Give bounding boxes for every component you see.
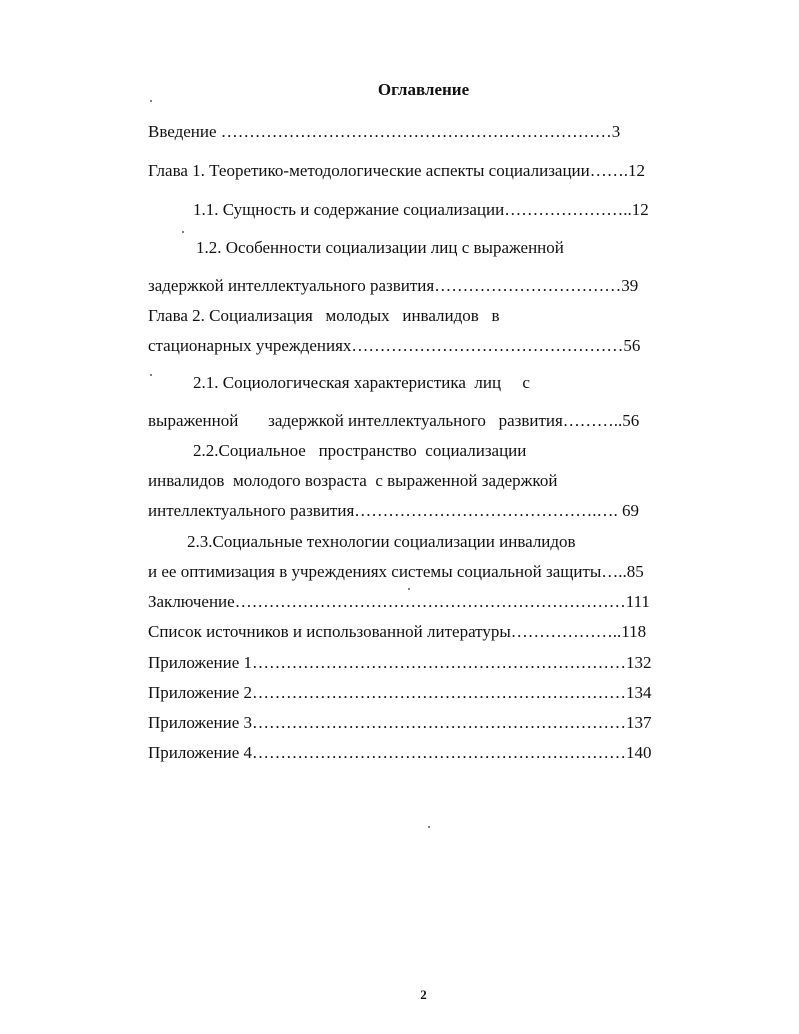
toc-entry-conclusion: Заключение……………………………………………………………111 — [148, 592, 650, 611]
toc-entry-section-2-1-cont: выраженной задержкой интеллектуального развития………..56 — [148, 411, 640, 430]
toc-entry-references: Список источников и использованной литературы………………..118 — [148, 622, 647, 641]
toc-entry-appendix-2: Приложение 2…………………………………………………………134 — [148, 683, 652, 702]
toc-entry-section-1-2-cont: задержкой интеллектуального развития……………………………39 — [148, 276, 639, 295]
toc-entry-section-2-3-cont: и ее оптимизация в учреждениях системы социальной защиты…..85 — [148, 562, 644, 581]
toc-entry-section-2-1: 2.1. Социологическая характеристика лиц с — [193, 373, 530, 392]
scan-speck — [150, 100, 152, 102]
toc-entry-introduction: Введение ……………………………………………………………3 — [148, 122, 621, 141]
toc-entry-section-2-3: 2.3.Социальные технологии социализации инвалидов — [187, 532, 576, 551]
toc-entry-chapter-2: Глава 2. Социализация молодых инвалидов в — [148, 306, 500, 325]
toc-entry-section-1-2: 1.2. Особенности социализации лиц с выраженной — [196, 238, 564, 257]
toc-entry-appendix-1: Приложение 1…………………………………………………………132 — [148, 653, 652, 672]
toc-entry-section-2-2-cont-2: интеллектуального развития…………………………………….…. 69 — [148, 501, 640, 520]
toc-entry-section-1-1: 1.1. Сущность и содержание социализации…………………..12 — [193, 200, 649, 219]
page-title: Оглавление — [377, 80, 470, 99]
toc-entry-section-2-2: 2.2.Социальное пространство социализации — [193, 441, 527, 460]
toc-entry-appendix-4: Приложение 4…………………………………………………………140 — [148, 743, 652, 762]
toc-entry-section-2-2-cont-1: инвалидов молодого возраста с выраженной задержкой — [148, 471, 558, 490]
scan-speck — [428, 826, 430, 828]
scan-speck — [150, 374, 152, 376]
scan-speck — [408, 588, 410, 590]
page-number: 2 — [420, 987, 427, 1002]
toc-entry-chapter-2-cont: стационарных учреждениях…………………………………………56 — [148, 336, 641, 355]
toc-entry-chapter-1: Глава 1. Теоретико-методологические аспекты социализации…….12 — [148, 161, 645, 180]
toc-entry-appendix-3: Приложение 3…………………………………………………………137 — [148, 713, 652, 732]
scan-speck — [182, 231, 184, 233]
